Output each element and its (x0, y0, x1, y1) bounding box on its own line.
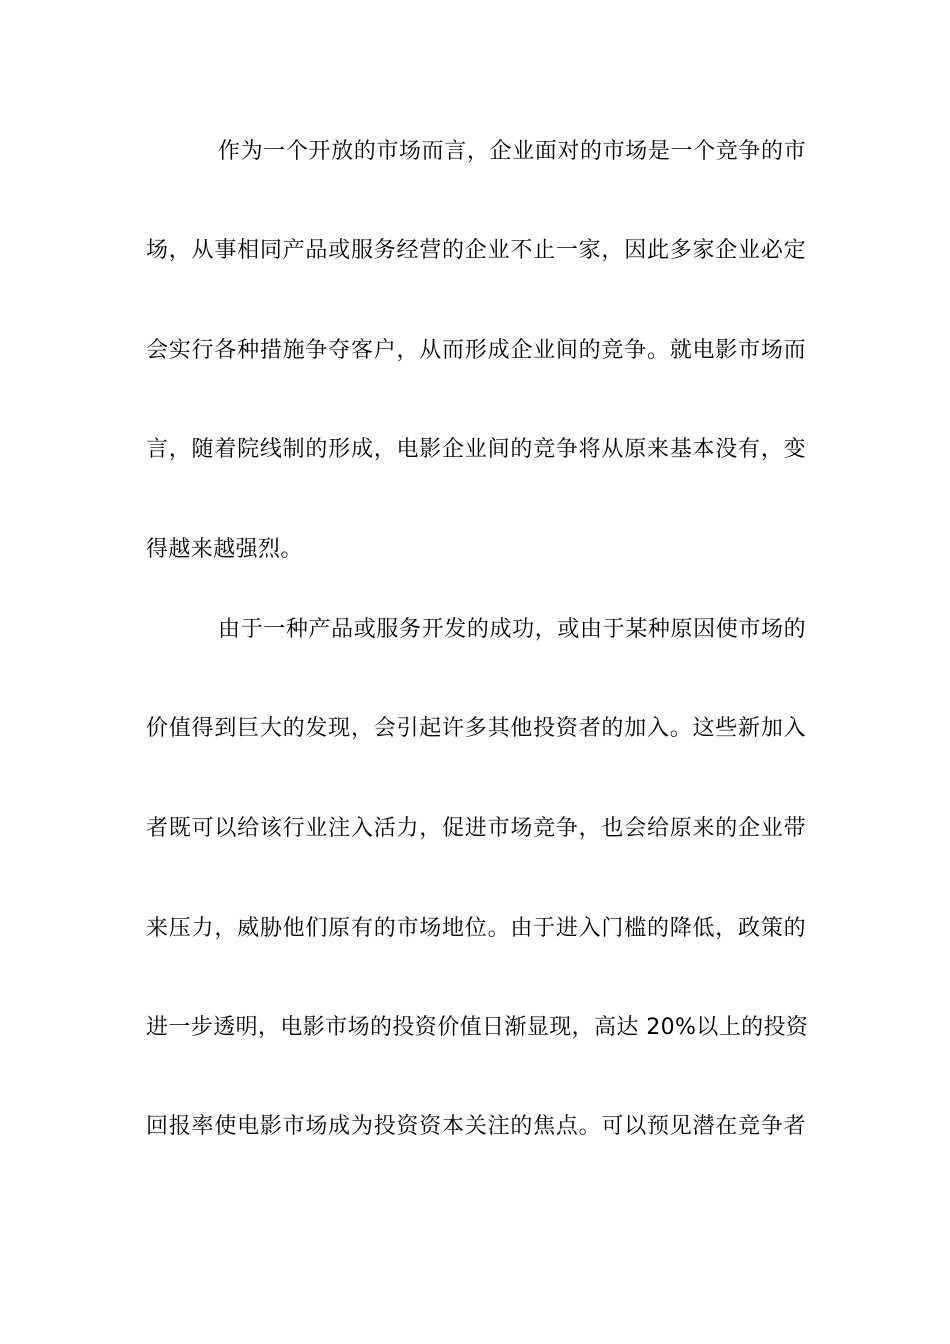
paragraph-line: 作为一个开放的市场而言，企业面对的市场是一个竞争的市 (218, 139, 806, 164)
paragraph-line: 来压力，威胁他们原有的市场地位。由于进入门槛的降低，政策的 (146, 916, 806, 941)
paragraph-line: 回报率使电影市场成为投资资本关注的焦点。可以预见潜在竞争者 (146, 1114, 806, 1139)
paragraph-line: 言，随着院线制的形成，电影企业间的竞争将从原来基本没有，变 (146, 437, 806, 462)
paragraph-line: 价值得到巨大的发现，会引起许多其他投资者的加入。这些新加入 (146, 716, 806, 741)
paragraph-line: 由于一种产品或服务开发的成功，或由于某种原因使市场的 (218, 617, 806, 642)
paragraph-line: 场，从事相同产品或服务经营的企业不止一家，因此多家企业必定 (146, 238, 806, 263)
paragraph-line: 者既可以给该行业注入活力，促进市场竞争，也会给原来的企业带 (146, 816, 806, 841)
paragraph-line: 得越来越强烈。 (146, 537, 303, 562)
paragraph-line: 会实行各种措施争夺客户，从而形成企业间的竞争。就电影市场而 (146, 338, 806, 363)
paragraph-line: 进一步透明，电影市场的投资价值日渐显现，高达 20%以上的投资 (146, 1015, 809, 1040)
